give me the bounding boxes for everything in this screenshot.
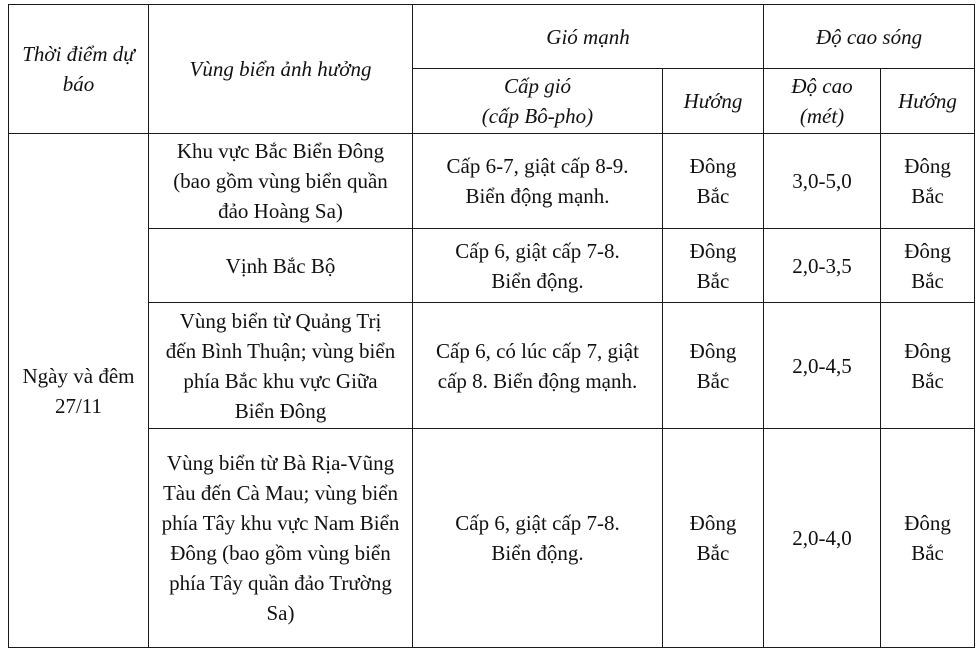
header-wave-direction: Hướng — [881, 69, 975, 134]
wind-level-cell: Cấp 6, có lúc cấp 7, giật cấp 8. Biển động mạnh. — [413, 303, 663, 429]
header-wind-group: Gió mạnh — [413, 5, 764, 69]
area-cell: Vùng biển từ Quảng Trị đến Bình Thuận; vùng biển phía Bắc khu vực Giữa Biển Đông — [149, 303, 413, 429]
wave-height-cell: 3,0-5,0 — [764, 134, 881, 229]
wind-direction-cell: Đông Bắc — [663, 429, 764, 648]
wave-direction-cell: Đông Bắc — [881, 303, 975, 429]
table-row — [9, 429, 975, 648]
wave-direction-cell: Đông Bắc — [881, 134, 975, 229]
wind-direction-cell: Đông Bắc — [663, 303, 764, 429]
wind-direction-cell: Đông Bắc — [663, 134, 764, 229]
table-row — [9, 134, 975, 229]
table-row — [9, 229, 975, 303]
table-row — [9, 303, 975, 429]
header-time: Thời điểm dự báo — [9, 5, 149, 134]
wave-height-cell: 2,0-3,5 — [764, 229, 881, 303]
header-wind-level: Cấp gió (cấp Bô-pho) — [413, 69, 663, 134]
header-wave-group: Độ cao sóng — [764, 5, 975, 69]
wind-level-cell: Cấp 6-7, giật cấp 8-9. Biển động mạnh. — [413, 134, 663, 229]
wave-direction-cell: Đông Bắc — [881, 429, 975, 648]
wind-level-cell: Cấp 6, giật cấp 7-8. Biển động. — [413, 429, 663, 648]
wave-height-cell: 2,0-4,5 — [764, 303, 881, 429]
wave-height-cell: 2,0-4,0 — [764, 429, 881, 648]
header-area: Vùng biển ảnh hưởng — [149, 5, 413, 134]
header-wave-height: Độ cao (mét) — [764, 69, 881, 134]
area-cell: Vịnh Bắc Bộ — [149, 229, 413, 303]
header-row-1 — [9, 5, 975, 69]
forecast-table — [8, 4, 975, 648]
wave-direction-cell: Đông Bắc — [881, 229, 975, 303]
wind-level-cell: Cấp 6, giật cấp 7-8. Biển động. — [413, 229, 663, 303]
wind-direction-cell: Đông Bắc — [663, 229, 764, 303]
area-cell: Khu vực Bắc Biển Đông (bao gồm vùng biển quần đảo Hoàng Sa) — [149, 134, 413, 229]
time-cell: Ngày và đêm 27/11 — [9, 134, 149, 648]
header-wind-direction: Hướng — [663, 69, 764, 134]
area-cell: Vùng biển từ Bà Rịa-Vũng Tàu đến Cà Mau; vùng biển phía Tây khu vực Nam Biển Đông (bao gồm vùng biển phía Tây quần đảo Trường Sa) — [149, 429, 413, 648]
